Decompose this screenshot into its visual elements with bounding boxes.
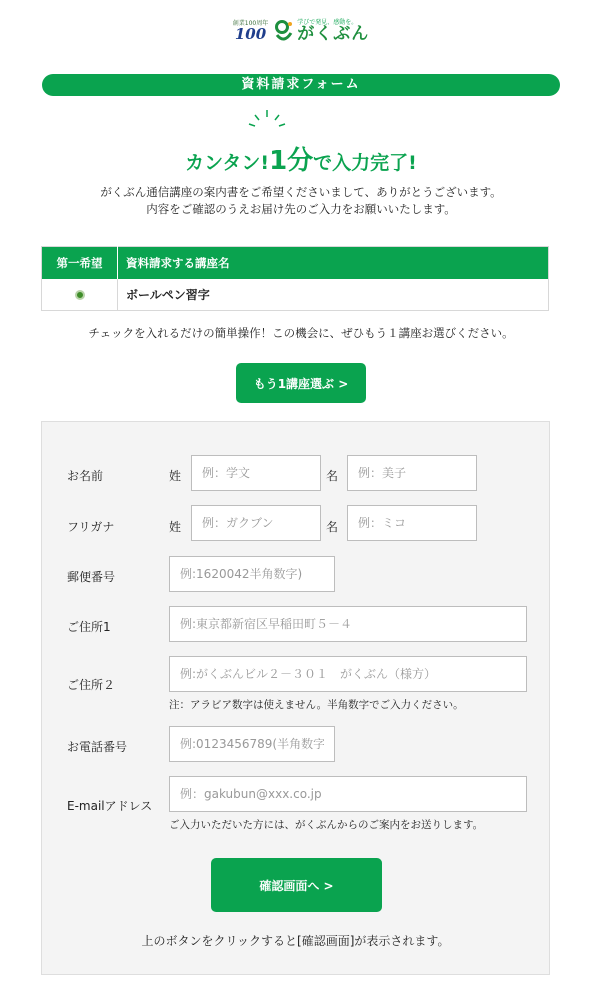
email-label: E-mailアドレス (67, 799, 153, 813)
headline-big: 1分 (269, 146, 314, 176)
headline-before: カンタン! (185, 152, 270, 174)
header-first-choice: 第一希望 (42, 247, 118, 279)
anniversary-small-text: 創業100周年 (232, 19, 269, 27)
phone-input[interactable] (169, 726, 335, 762)
anniversary-number: 100 (234, 24, 267, 43)
furigana-sei-label: 姓 (169, 520, 182, 534)
furigana-mei-input[interactable] (347, 505, 477, 541)
course-table-header (42, 247, 549, 279)
anniversary-logo (233, 21, 268, 42)
intro-text (0, 184, 602, 218)
intro-line-1: がくぶん通信講座の案内書をご希望くださいまして、ありがとうございます。 (100, 185, 502, 199)
name-sei-label: 姓 (169, 469, 182, 483)
header-course-name: 資料請求する講座名 (118, 247, 549, 279)
name-mei-input[interactable] (347, 455, 477, 491)
headline-after: で入力完了! (313, 152, 417, 174)
furigana-sei-input[interactable] (191, 505, 321, 541)
headline-text (0, 140, 602, 177)
brand-name: がくぶん (297, 23, 370, 44)
email-help: ご入力いただいた方には、がくぶんからのご案内をお送りします。 (169, 819, 484, 831)
gakubun-mark-icon (274, 20, 294, 42)
address1-input[interactable] (169, 606, 527, 642)
address1-label: ご住所1 (67, 620, 111, 634)
footer-note: 上のボタンをクリックすると[確認画面]が表示されます。 (141, 934, 450, 948)
address2-help: 注：アラビア数字は使えません。半角数字でご入力ください。 (169, 699, 464, 711)
brand-logo (274, 20, 369, 43)
email-input[interactable] (169, 776, 527, 812)
course-table (41, 246, 549, 311)
first-choice-radio[interactable] (75, 290, 85, 300)
add-course-button[interactable]: もう1講座選ぶ > (236, 363, 366, 403)
first-choice-cell (42, 279, 118, 311)
course-name: ボールペン習字 (126, 287, 210, 302)
postal-input[interactable] (169, 556, 335, 592)
check-note: チェックを入れるだけの簡単操作！この機会に、ぜひもう１講座お選びください。 (88, 326, 514, 340)
sparkle-rays-icon (247, 108, 287, 138)
table-row (42, 279, 549, 311)
postal-label: 郵便番号 (67, 570, 116, 584)
name-sei-input[interactable] (191, 455, 321, 491)
name-label: お名前 (67, 469, 104, 483)
brand-tagline: 学びで発見、感動を。 (297, 18, 358, 26)
form-title: 資料請求フォーム (42, 74, 560, 96)
headline (0, 108, 602, 178)
phone-label: お電話番号 (67, 740, 128, 754)
form-panel (41, 421, 550, 975)
name-mei-label: 名 (326, 469, 339, 483)
confirm-button[interactable]: 確認画面へ > (211, 858, 382, 912)
intro-line-2: 内容をご確認のうえお届け先のご入力をお願いいたします。 (146, 202, 456, 216)
furigana-label: フリガナ (67, 520, 115, 534)
address2-input[interactable] (169, 656, 527, 692)
furigana-mei-label: 名 (326, 520, 339, 534)
address2-label: ご住所２ (67, 678, 116, 692)
logo-bar (0, 0, 602, 62)
